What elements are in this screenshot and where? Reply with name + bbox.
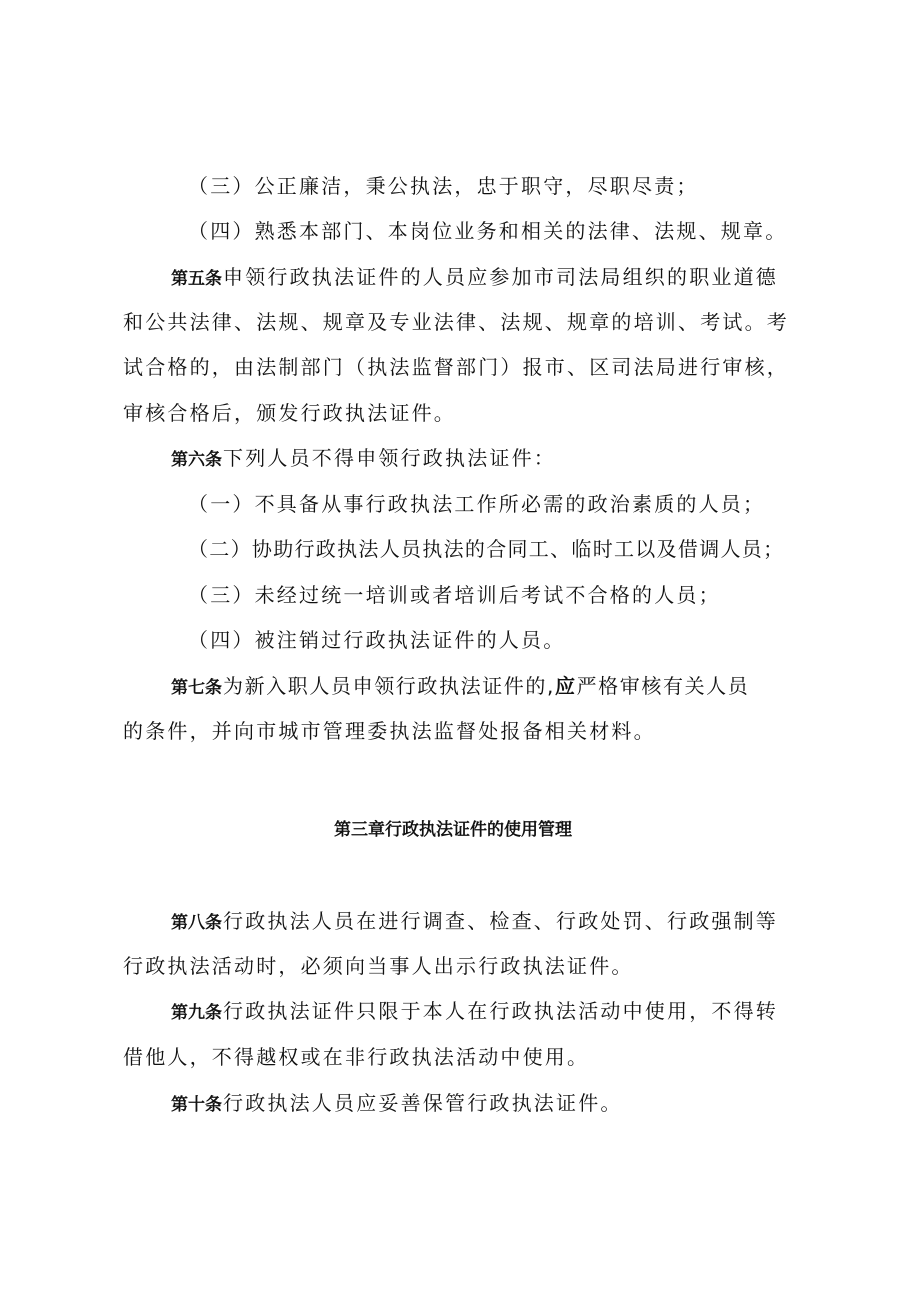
list-item: （四）熟悉本部门、本岗位业务和相关的法律、法规、规章。 bbox=[188, 219, 788, 243]
article-text: 和公共法律、法规、规章及专业法律、法规、规章的培训、考试。考 bbox=[123, 310, 789, 334]
article-text: 借他人，不得越权或在非行政执法活动中使用。 bbox=[123, 1045, 590, 1069]
article-text: 下列人员不得申领行政执法证件： bbox=[223, 446, 556, 470]
article-label: 第五条 bbox=[171, 269, 222, 288]
article-text: 行政执法证件只限于本人在行政执法活动中使用，不得转 bbox=[223, 999, 778, 1023]
chapter-title: 第三章行政执法证件的使用管理 bbox=[334, 820, 572, 839]
article-text: 试合格的，由法制部门（执法监督部门）报市、区司法局进行审核， bbox=[123, 355, 789, 379]
list-item: （二）协助行政执法人员执法的合同工、临时工以及借调人员； bbox=[188, 537, 785, 561]
article-label: 第九条 bbox=[171, 1003, 222, 1022]
article-text: 为新入职人员申领行政执法证件的, bbox=[223, 674, 555, 698]
article-text: 审核合格后，颁发行政执法证件。 bbox=[123, 401, 456, 425]
article-label: 第十条 bbox=[171, 1095, 222, 1114]
list-item: （一）不具备从事行政执法工作所必需的政治素质的人员； bbox=[188, 492, 766, 516]
article-text: 严格审核有关人员 bbox=[576, 674, 750, 698]
list-item: （三）未经过统一培训或者培训后考试不合格的人员； bbox=[188, 583, 721, 607]
article-text: 申领行政执法证件的人员应参加市司法局组织的职业道德 bbox=[223, 265, 778, 289]
article-text: 行政执法人员应妥善保管行政执法证件。 bbox=[223, 1091, 623, 1115]
list-item: （三）公正廉洁，秉公执法，忠于职守，尽职尽责； bbox=[188, 174, 699, 198]
article-text: 的条件，并向市城市管理委执法监督处报备相关材料。 bbox=[123, 719, 656, 743]
list-item: （四）被注销过行政执法证件的人员。 bbox=[188, 628, 566, 652]
article-label: 第六条 bbox=[171, 450, 222, 469]
article-label: 第七条 bbox=[171, 678, 222, 697]
article-label: 第八条 bbox=[171, 913, 222, 932]
article-text: 行政执法人员在进行调查、检查、行政处罚、行政强制等 bbox=[223, 909, 778, 933]
article-text: 行政执法活动时，必须向当事人出示行政执法证件。 bbox=[123, 954, 634, 978]
article-text: 应 bbox=[554, 674, 577, 698]
